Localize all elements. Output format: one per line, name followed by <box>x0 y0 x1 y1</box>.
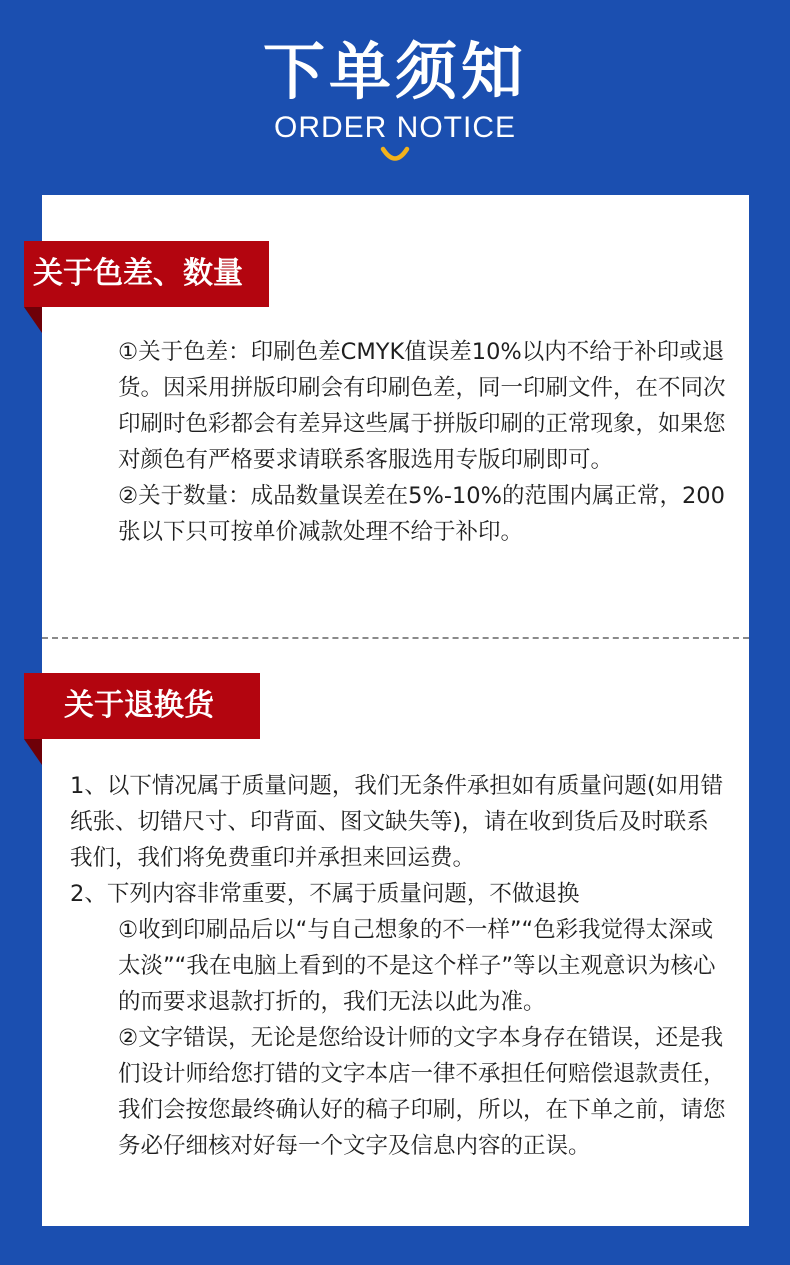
paragraph: ②文字错误，无论是您给设计师的文字本身存在错误，还是我们设计师给您打错的文字本店一律不承担任何赔偿退款责任，我们会按您最终确认好的稿子印刷，所以，在下单之前，请您务必仔细核对好每一个文字及信息内容的正误。 <box>118 1025 726 1159</box>
section-heading-text: 关于色差、数量 <box>33 256 243 291</box>
section-heading-returns <box>24 673 260 739</box>
ribbon-fold <box>24 307 42 333</box>
paragraph: 2、下列内容非常重要，不属于质量问题，不做退换 <box>70 881 580 907</box>
paragraph: ②关于数量：成品数量误差在5%-10%的范围内属正常，200张以下只可按单价减款处理不给于补印。 <box>118 483 725 545</box>
paragraph: ①关于色差：印刷色差CMYK值误差10%以内不给于补印或退货。因采用拼版印刷会有印刷色差，同一印刷文件，在不同次印刷时色彩都会有差异这些属于拼版印刷的正常现象，如果您对颜色有严格要求请联系客服选用专版印刷即可。 <box>118 339 726 473</box>
page-title: 下单须知 <box>262 35 527 108</box>
section-heading-color-quantity <box>24 241 269 307</box>
section-color-quantity-body <box>70 334 730 550</box>
smile-icon <box>379 144 411 164</box>
paragraph: 1、以下情况属于质量问题，我们无条件承担如有质量问题(如用错纸张、切错尺寸、印背面、图文缺失等)，请在收到货后及时联系我们，我们将免费重印并承担来回运费。 <box>70 773 724 871</box>
ribbon-fold <box>24 739 42 765</box>
section-returns-body <box>70 768 730 1164</box>
page-subtitle: ORDER NOTICE <box>273 111 516 144</box>
paragraph: ①收到印刷品后以“与自己想象的不一样”“色彩我觉得太深或太淡”“我在电脑上看到的不是这个样子”等以主观意识为核心的而要求退款打折的，我们无法以此为准。 <box>118 917 716 1015</box>
section-divider <box>42 637 749 639</box>
section-heading-text: 关于退换货 <box>64 688 214 723</box>
